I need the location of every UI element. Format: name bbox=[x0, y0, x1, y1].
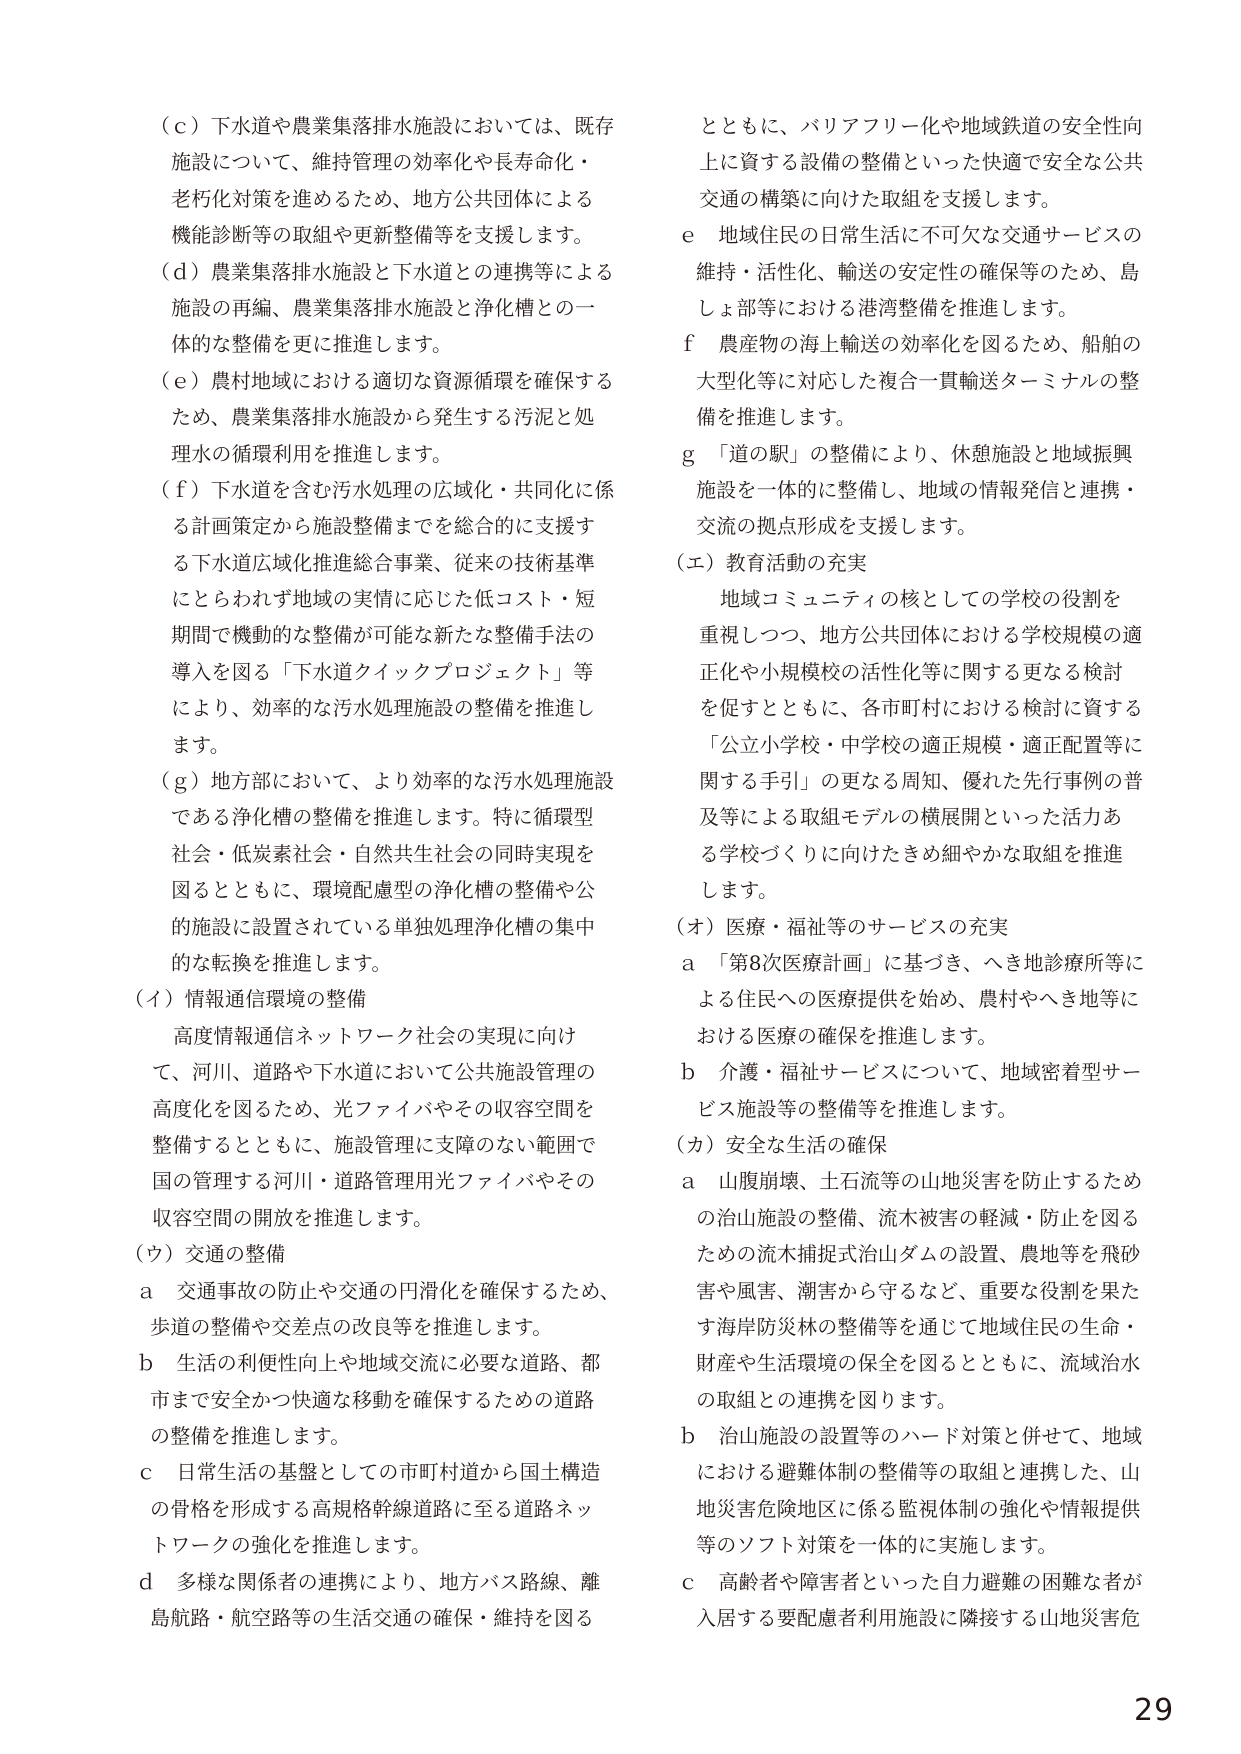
text-line: 島航路・航空路等の生活交通の確保・維持を図る bbox=[150, 1606, 595, 1631]
text-line: ｇ 「道の駅」の整備により、休憩施設と地域振興 bbox=[678, 441, 1133, 466]
text-line: ａ 「第8次医療計画」に基づき、へき地診療所等に bbox=[678, 950, 1145, 975]
text-line: 機能診断等の取組や更新整備等を支援します。 bbox=[171, 223, 594, 248]
text-line: （ｇ）地方部において、より効率的な汚水処理施設 bbox=[150, 769, 615, 794]
text-line: 及等による取組モデルの横展開といった活力あ bbox=[699, 805, 1123, 830]
text-line: ｂ 生活の利便性向上や地域交流に必要な道路、都 bbox=[136, 1351, 601, 1376]
text-line: 交通の構築に向けた取組を支援します。 bbox=[699, 186, 1061, 211]
paragraph bbox=[124, 1236, 610, 1272]
paragraph bbox=[150, 108, 615, 254]
paragraph bbox=[671, 1054, 1141, 1127]
text-line: します。 bbox=[699, 878, 779, 903]
text-line: にとらわれず地域の実情に応じた低コスト・短 bbox=[171, 587, 596, 612]
text-line: 等のソフト対策を一体的に実施します。 bbox=[696, 1533, 1058, 1558]
text-line: ｃ 高齢者や障害者といった自力避難の困難な者が bbox=[678, 1569, 1143, 1594]
text-line: 期間で機動的な整備が可能な新たな整備手法の bbox=[171, 623, 596, 648]
text-line: （イ）情報通信環境の整備 bbox=[124, 987, 367, 1012]
text-line: （カ）安全な生活の確保 bbox=[665, 1132, 888, 1157]
paragraph bbox=[671, 436, 1141, 545]
text-line: 維持・活性化、輸送の安定性の確保等のため、島 bbox=[696, 259, 1140, 284]
text-line: 収容空間の開放を推進します。 bbox=[152, 1205, 434, 1230]
text-line: （オ）医療・福祉等のサービスの充実 bbox=[665, 914, 1009, 939]
text-line: 「公立小学校・中学校の適正規模・適正配置等に bbox=[699, 732, 1144, 757]
left-column bbox=[124, 108, 620, 1636]
text-line: 市まで安全かつ快適な移動を確保するための道路 bbox=[150, 1387, 595, 1412]
paragraph bbox=[671, 108, 1144, 217]
text-line: の骨格を形成する高規格幹線道路に至る道路ネッ bbox=[150, 1496, 595, 1521]
text-line: ｅ 地域住民の日常生活に不可欠な交通サービスの bbox=[678, 223, 1143, 248]
right-column bbox=[665, 108, 1145, 1636]
page-number: 29 bbox=[1134, 1693, 1175, 1728]
text-line: 地域コミュニティの核としての学校の役割を bbox=[720, 587, 1122, 612]
paragraph bbox=[136, 1454, 610, 1563]
text-line: 的な転換を推進します。 bbox=[171, 950, 392, 975]
text-line: トワークの強化を推進します。 bbox=[150, 1533, 432, 1558]
text-line: 施設の再編、農業集落排水施設と浄化槽との一 bbox=[171, 295, 596, 320]
text-line: 整備するとともに、施設管理に支障のない範囲で bbox=[152, 1132, 597, 1157]
text-line: ｂ 介護・福祉サービスについて、地域密着型サー bbox=[678, 1060, 1142, 1085]
text-line: す海岸防災林の整備等を通じて地域住民の生命・ bbox=[696, 1314, 1141, 1339]
text-line: 害や風害、潮害から守るなど、重要な役割を果た bbox=[696, 1278, 1141, 1303]
paragraph bbox=[136, 1273, 620, 1346]
text-line: 入居する要配慮者利用施設に隣接する山地災害危 bbox=[696, 1606, 1141, 1631]
paragraph bbox=[671, 1564, 1141, 1637]
text-line: ビス施設等の整備等を推進します。 bbox=[696, 1096, 1018, 1121]
text-line: 大型化等に対応した複合一貫輸送ターミナルの整 bbox=[696, 368, 1140, 393]
paragraph bbox=[671, 945, 1145, 1054]
text-line: 重視しつつ、地方公共団体における学校規模の適 bbox=[699, 623, 1143, 648]
paragraph bbox=[150, 363, 615, 472]
text-line: である浄化槽の整備を推進します。特に循環型 bbox=[171, 805, 594, 830]
text-line: 高度情報通信ネットワーク社会の実現に向け bbox=[173, 1023, 577, 1048]
text-line: ます。 bbox=[171, 732, 230, 757]
text-line: る下水道広域化推進総合事業、従来の技術基準 bbox=[171, 550, 596, 575]
paragraph bbox=[150, 472, 615, 763]
text-line: 理水の循環利用を推進します。 bbox=[171, 441, 453, 466]
text-line: 的施設に設置されている単独処理浄化槽の集中 bbox=[171, 914, 596, 939]
text-line: を促すとともに、各市町村における検討に資する bbox=[699, 696, 1144, 721]
paragraph bbox=[124, 981, 610, 1017]
text-line: により、効率的な汚水処理施設の整備を推進し bbox=[171, 696, 596, 721]
text-line: 施設を一体的に整備し、地域の情報発信と連携・ bbox=[696, 477, 1141, 502]
text-line: 備を推進します。 bbox=[696, 405, 856, 430]
text-line: ｆ 農産物の海上輸送の効率化を図るため、船舶の bbox=[678, 332, 1142, 357]
text-line: 交流の拠点形成を支援します。 bbox=[696, 514, 978, 539]
text-line: （ウ）交通の整備 bbox=[124, 1242, 286, 1267]
text-line: （ｃ）下水道や農業集落排水施設においては、既存 bbox=[150, 114, 615, 138]
text-line: の取組との連携を図ります。 bbox=[696, 1387, 957, 1412]
text-line: 高度化を図るため、光ファイバやその収容空間を bbox=[152, 1096, 595, 1121]
paragraph bbox=[671, 581, 1144, 909]
text-line: て、河川、道路や下水道において公共施設管理の bbox=[152, 1060, 596, 1085]
text-line: 施設について、維持管理の効率化や長寿命化・ bbox=[171, 150, 595, 175]
text-line: ｄ 多様な関係者の連携により、地方バス路線、離 bbox=[136, 1569, 601, 1594]
text-line: ｂ 治山施設の設置等のハード対策と併せて、地域 bbox=[678, 1424, 1143, 1449]
text-line: （ｅ）農村地域における適切な資源循環を確保する bbox=[150, 368, 615, 393]
text-line: 国の管理する河川・道路管理用光ファイバやその bbox=[152, 1169, 596, 1194]
text-line: （エ）教育活動の充実 bbox=[665, 550, 867, 575]
paragraph bbox=[150, 254, 615, 363]
text-line: 財産や生活環境の保全を図るとともに、流域治水 bbox=[696, 1351, 1141, 1376]
paragraph bbox=[665, 909, 1141, 945]
paragraph bbox=[671, 1163, 1141, 1418]
text-line: ｃ 日常生活の基盤としての市町村道から国土構造 bbox=[136, 1460, 601, 1485]
text-line: おける医療の確保を推進します。 bbox=[696, 1023, 998, 1048]
paragraph bbox=[136, 1564, 610, 1637]
text-line: の治山施設の整備、流木被害の軽減・防止を図る bbox=[696, 1205, 1141, 1230]
text-line: る学校づくりに向けたきめ細やかな取組を推進 bbox=[699, 841, 1124, 866]
text-line: 導入を図る「下水道クイックプロジェクト」等 bbox=[171, 659, 594, 684]
text-line: 地災害危険地区に係る監視体制の強化や情報提供 bbox=[696, 1496, 1141, 1521]
text-line: （ｆ）下水道を含む汚水処理の広域化・共同化に係 bbox=[150, 477, 615, 502]
paragraph bbox=[150, 763, 615, 981]
text-line: 歩道の整備や交差点の改良等を推進します。 bbox=[150, 1314, 553, 1339]
text-line: よる住民への医療提供を始め、農村やへき地等に bbox=[696, 987, 1140, 1012]
text-line: 上に資する設備の整備といった快適で安全な公共 bbox=[699, 150, 1144, 175]
text-line: 体的な整備を更に推進します。 bbox=[171, 332, 453, 357]
paragraph bbox=[671, 1418, 1141, 1564]
text-line: る計画策定から施設整備までを総合的に支援す bbox=[171, 514, 596, 539]
paragraph bbox=[150, 1018, 610, 1236]
paragraph bbox=[665, 545, 1141, 581]
text-line: 図るとともに、環境配慮型の浄化槽の整備や公 bbox=[171, 878, 596, 903]
text-line: 社会・低炭素社会・自然共生社会の同時実現を bbox=[171, 841, 596, 866]
text-line: （ｄ）農業集落排水施設と下水道との連携等による bbox=[150, 259, 615, 284]
text-line: ための流木捕捉式治山ダムの設置、農地等を飛砂 bbox=[696, 1242, 1141, 1267]
text-line: ａ 交通事故の防止や交通の円滑化を確保するため、 bbox=[136, 1278, 620, 1303]
text-line: ため、農業集落排水施設から発生する汚泥と処 bbox=[171, 405, 595, 430]
text-line: 関する手引」の更なる周知、優れた先行事例の普 bbox=[699, 769, 1144, 794]
text-line: とともに、バリアフリー化や地域鉄道の安全性向 bbox=[699, 114, 1143, 138]
text-line: 老朽化対策を進めるため、地方公共団体による bbox=[171, 186, 595, 211]
paragraph bbox=[671, 326, 1141, 435]
paragraph bbox=[671, 217, 1141, 326]
paragraph bbox=[665, 1127, 1141, 1163]
text-line: しょ部等における港湾整備を推進します。 bbox=[696, 295, 1079, 320]
paragraph bbox=[136, 1345, 610, 1454]
text-line: の整備を推進します。 bbox=[150, 1424, 351, 1449]
text-line: ａ 山腹崩壊、土石流等の山地災害を防止するため bbox=[678, 1169, 1143, 1194]
text-line: における避難体制の整備等の取組と連携した、山 bbox=[696, 1460, 1141, 1485]
text-line: 正化や小規模校の活性化等に関する更なる検討 bbox=[699, 659, 1124, 684]
